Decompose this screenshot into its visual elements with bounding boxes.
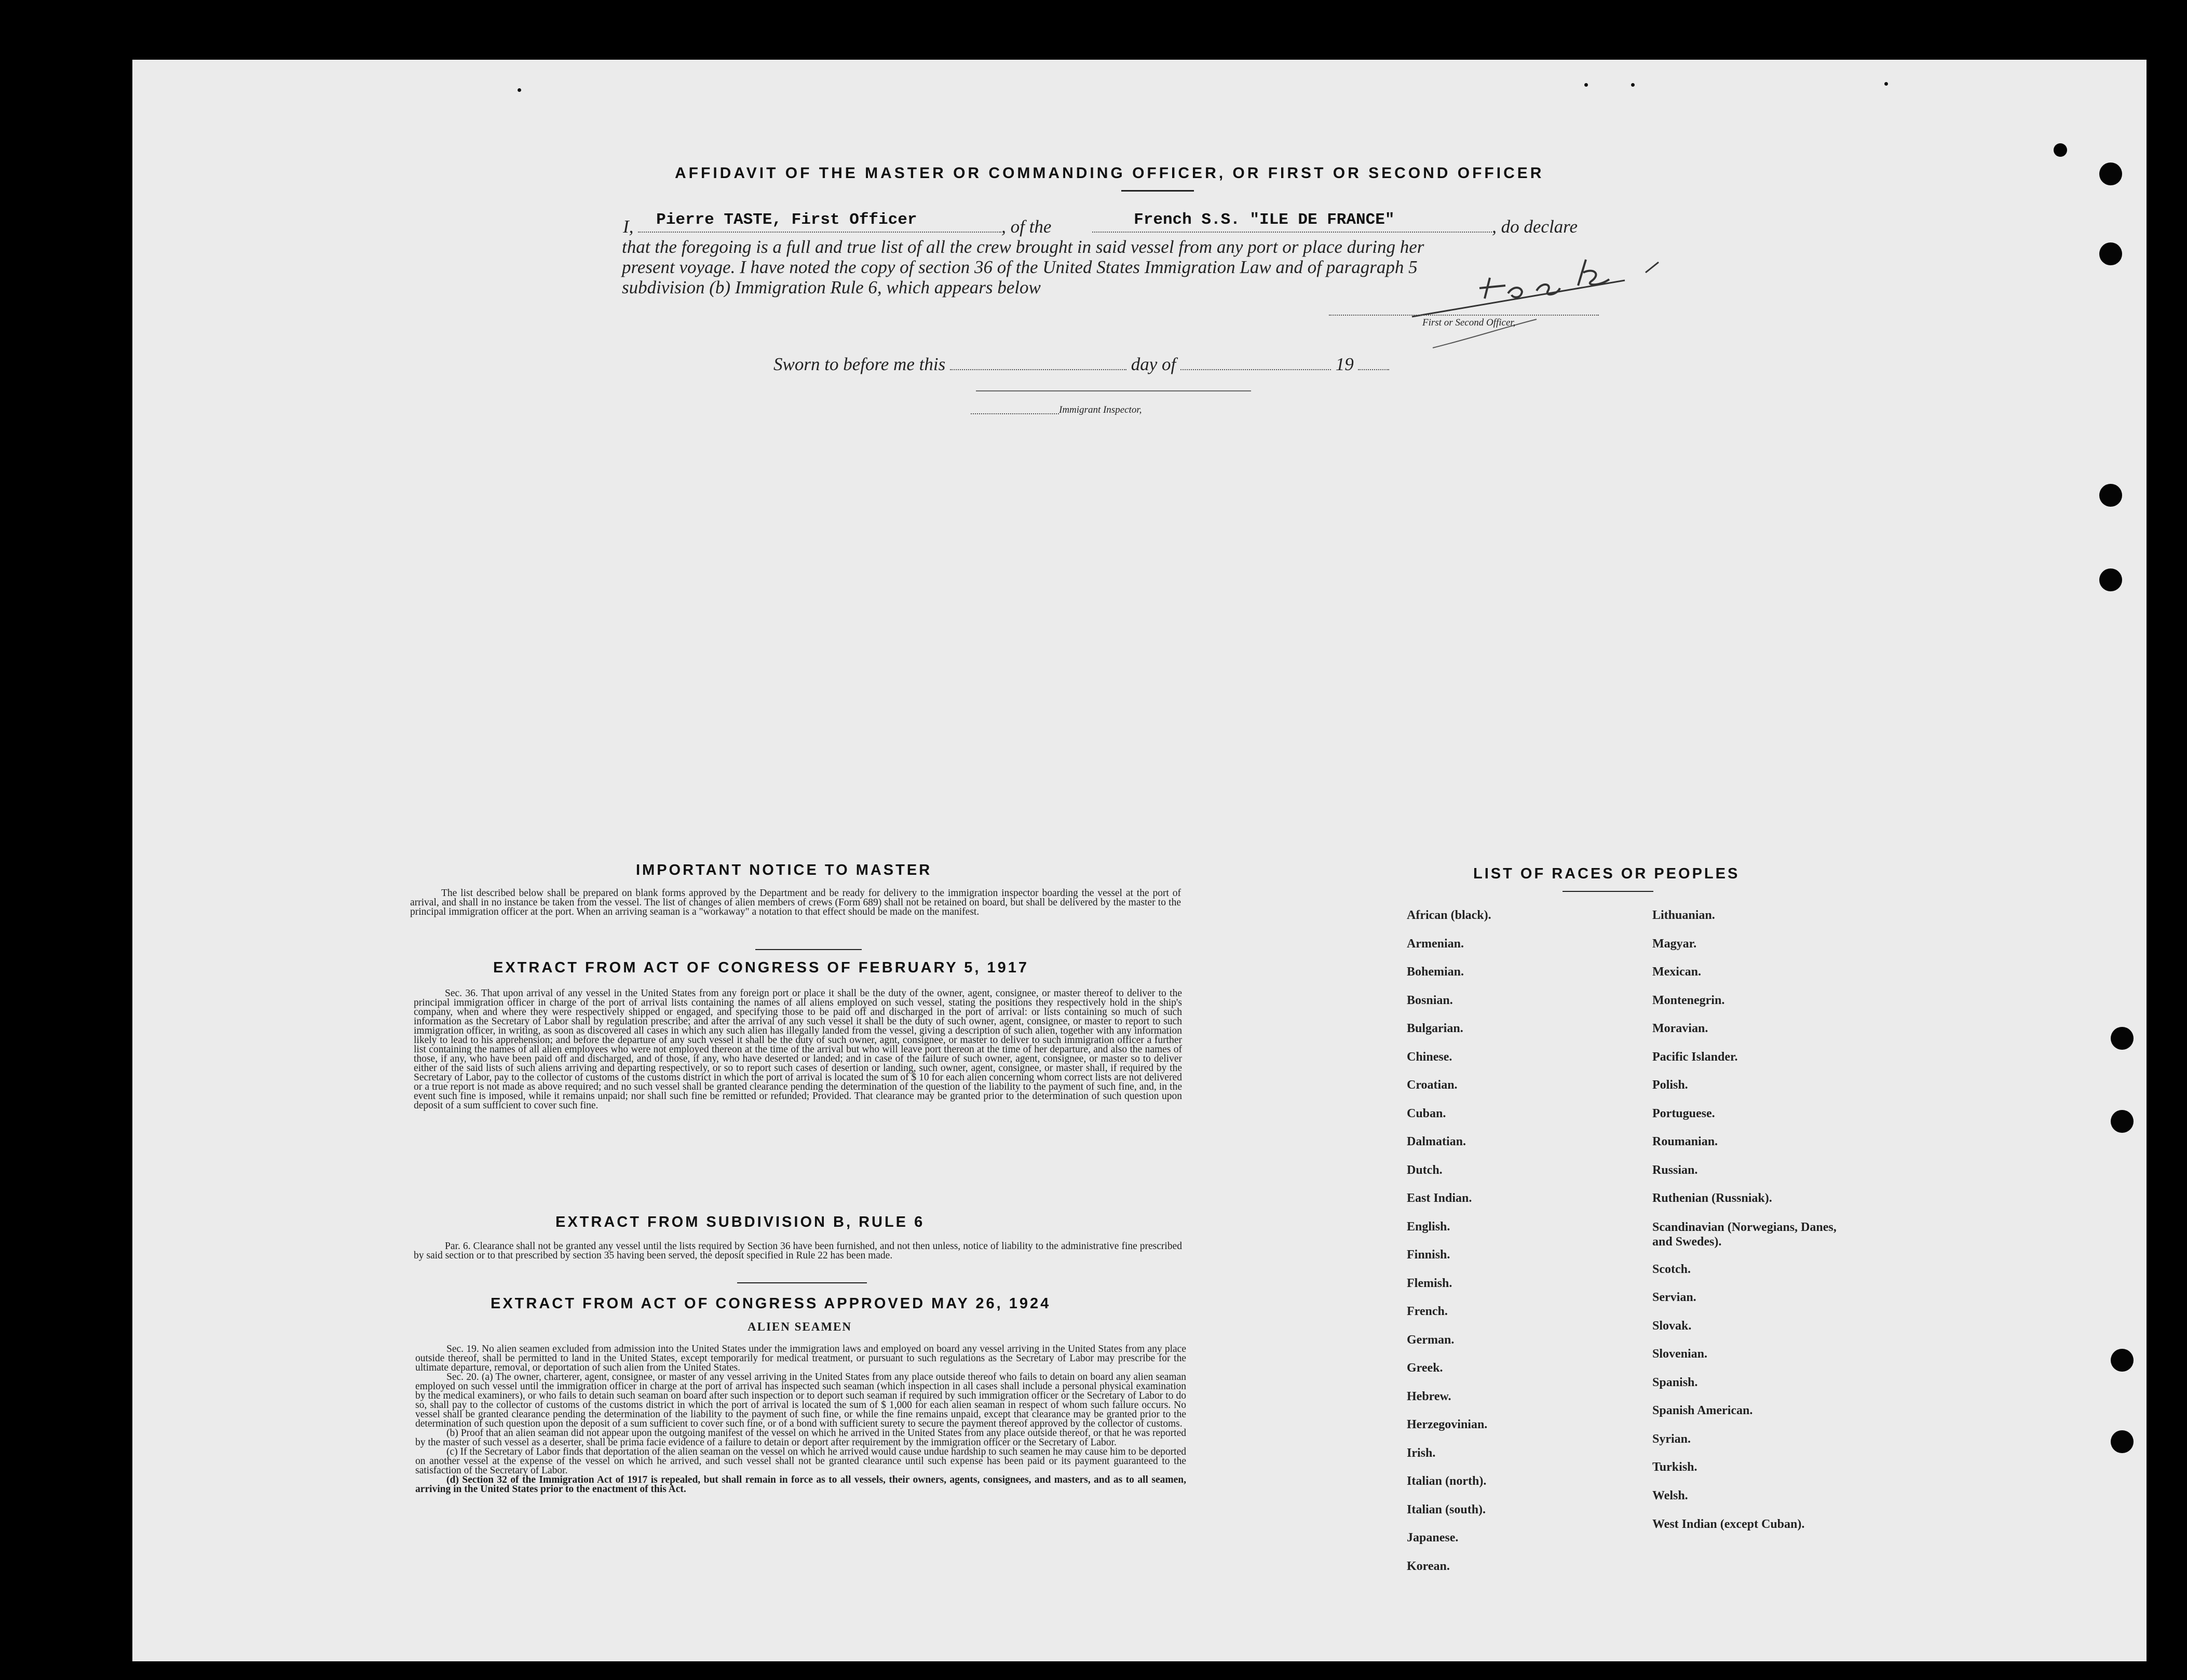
race-item: Scandinavian (Norwegians, Danes, and Swedes). xyxy=(1652,1220,1837,1249)
extract-1924-title: EXTRACT FROM ACT OF CONGRESS APPROVED MAY 26, 1924 xyxy=(491,1295,1051,1312)
do-declare-text: , do declare xyxy=(1492,216,1578,237)
punch-hole xyxy=(2054,143,2067,157)
race-item: Moravian. xyxy=(1652,1022,1708,1035)
punch-hole xyxy=(2111,1027,2134,1050)
race-item: Spanish. xyxy=(1652,1375,1698,1389)
declaration-line-2: that the foregoing is a full and true list of all the crew brought in said vessel from any port or place during her xyxy=(622,237,1424,257)
race-item: Croatian. xyxy=(1407,1078,1458,1092)
race-item: Lithuanian. xyxy=(1652,909,1715,922)
punch-hole xyxy=(2099,242,2122,265)
officer-name: Pierre TASTE, First Officer xyxy=(656,211,917,229)
sec-20a-paragraph: Sec. 20. (a) The owner, charterer, agent, consignee, or master of any vessel arriving in the United States from any place outside thereof who fails to detain on board any alien seaman employed on such vessel until the immigration officer in charge at the port of arrival has inspected such seaman (which inspection in all cases shall include a personal physical examination by the medical examiners), or who fails to detain such seaman on board after such inspection or to deport such seaman if required by such immigration officer or the Secretary of Labor to do so, shall pay to the collector of customs of the customs district in which the port of arrival is located the sum of $ 1,000 for each alien seaman in respect of whom such failure occurs. No vessel shall be granted clearance pending the determination of the liability to the payment of such fine, or while the fine remains unpaid, except that clearance may be granted prior to the determination of such question upon the deposit of a sum sufficient to cover such fine, or of a bond with sufficient surety to secure the payment thereof approved by the collector of customs. xyxy=(415,1372,1186,1429)
race-item: Syrian. xyxy=(1652,1432,1691,1446)
race-item: Korean. xyxy=(1407,1559,1450,1573)
officer-signature xyxy=(1402,249,1692,353)
race-item: Servian. xyxy=(1652,1291,1696,1304)
race-item: Polish. xyxy=(1652,1078,1688,1092)
race-item: East Indian. xyxy=(1407,1191,1472,1205)
date-underline xyxy=(976,390,1251,391)
race-item: Irish. xyxy=(1407,1446,1436,1460)
race-item: West Indian (except Cuban). xyxy=(1652,1518,1805,1531)
vessel-name: French S.S. "ILE DE FRANCE" xyxy=(1134,211,1395,229)
punch-hole xyxy=(2111,1349,2134,1372)
section-36-paragraph: Sec. 36. That upon arrival of any vessel in the United States from any foreign port or place it shall be the duty of the owner, agent, consignee, or master thereof to deliver to the principal immigration officer in charge of the port of arrival lists containing the names of all aliens employed on such vessel, stating the positions they respectively hold in the ship's company, when and where they were respectively shipped or engaged, and specifying those to be paid off and discharged in the port of arrival: or lists containing so much of such information as the Secretary of Labor shall by regulation prescribe; and after the arrival of any such vessel it shall be the duty of such owner, agent, consignee, or master to report to such immigration officer, in writing, as soon as discovered all cases in which any such alien has illegally landed from the vessel, giving a description of such alien, together with any information likely to lead to his apprehension; and before the departure of any such vessel it shall be the duty of such owner, agnt, consignee, or master to deliver to such immigration officer a further list containing the names of all alien employees who were not employed thereon at the time of the arrival but who will leave port thereon at the time of her departure, and also the names of those, if any, who have been paid off and discharged, and of those, if any, who have deserted or landed; and in case of the failure of such owner, agent, consignee, or master so to deliver either of the said lists of such aliens arriving and departing respectively, or so to report such cases of desertion or landing, such owner, agent, consignee, or master shall, if required by the Secretary of Labor, pay to the collector of customs of the customs district in which the port of arrival is located the sum of $ 10 for each alien concerning whom correct lists are not delivered or a true report is not made as above required; and no such vessel shall be granted clearance pending the determination of the question of the liability to the payment of such fine, and, in the event such fine is imposed, while it remains unpaid; nor shall such fine be remitted or refunded; Provided. That clearance may be granted prior to the determination of such question upon deposit of a sum sufficient to cover such fine. xyxy=(414,988,1182,1111)
race-item: Bosnian. xyxy=(1407,993,1453,1007)
race-item: German. xyxy=(1407,1333,1455,1347)
declaration-line-1 xyxy=(623,211,1578,237)
inspector-signature-line xyxy=(971,413,1059,414)
race-item: Hebrew. xyxy=(1407,1389,1451,1403)
race-item: Flemish. xyxy=(1407,1276,1452,1290)
race-item: Russian. xyxy=(1652,1163,1698,1177)
race-item: Slovenian. xyxy=(1652,1347,1708,1361)
declaration-line-3: present voyage. I have noted the copy of section 36 of the United States Immigration Law and of paragraph 5 xyxy=(622,257,1418,277)
extract-1924-text xyxy=(415,1345,1186,1494)
extract-1917-text xyxy=(414,989,1182,1110)
speck xyxy=(1631,83,1635,87)
notice-title: IMPORTANT NOTICE TO MASTER xyxy=(636,862,932,878)
race-item: Greek. xyxy=(1407,1361,1443,1375)
punch-hole xyxy=(2099,568,2122,591)
year-prefix: 19 xyxy=(1335,354,1354,374)
race-item: Bulgarian. xyxy=(1407,1022,1463,1035)
race-item: Spanish American. xyxy=(1652,1404,1753,1417)
race-item: Japanese. xyxy=(1407,1531,1459,1544)
signature-caption: First or Second Officer, xyxy=(1422,317,1516,328)
of-the-text: , of the xyxy=(1001,216,1052,237)
punch-hole xyxy=(2111,1430,2134,1453)
race-item: Montenegrin. xyxy=(1652,993,1725,1007)
day-of-text: day of xyxy=(1131,354,1176,374)
race-item: Pacific Islander. xyxy=(1652,1050,1738,1064)
punch-hole xyxy=(2099,484,2122,507)
extract-1917-title: EXTRACT FROM ACT OF CONGRESS OF FEBRUARY 5, 1917 xyxy=(493,959,1029,976)
race-item: African (black). xyxy=(1407,909,1491,922)
speck xyxy=(1884,82,1888,86)
punch-hole xyxy=(2111,1110,2134,1133)
races-rule xyxy=(1563,891,1653,892)
race-item: Cuban. xyxy=(1407,1106,1446,1120)
title-rule xyxy=(1121,190,1194,192)
rule6-text xyxy=(414,1242,1182,1261)
sec-19-paragraph: Sec. 19. No alien seamen excluded from admission into the United States under the immigration laws and employed on board any vessel arriving in the United States from any place outside thereof, shall be permitted to land in the United States, except temporarily for medical treatment, or pursuant to such regulations as the Secretary of Labor may prescribe for the ultimate departure, removal, or deportation of such alien from the United States. xyxy=(415,1344,1186,1373)
races-column-1 xyxy=(1407,909,1635,1588)
race-item: Dalmatian. xyxy=(1407,1135,1466,1148)
race-item: Italian (north). xyxy=(1407,1474,1487,1488)
race-item: Mexican. xyxy=(1652,965,1701,979)
notice-paragraph: The list described below shall be prepared on blank forms approved by the Department and be ready for delivery to the immigration inspector boarding the vessel at the port of arrival, and shall in no instance be taken from the vessel. The list of changes of alien members of crews (Form 689) shall not be retained on board, but shall be delivered by the master to the principal immigration officer at the port. When an arriving seaman is a "workaway" a notation to that effect should be made on the manifest. xyxy=(410,888,1181,917)
sworn-line xyxy=(773,354,1389,375)
section-rule xyxy=(737,1282,867,1283)
rule6-title: EXTRACT FROM SUBDIVISION B, RULE 6 xyxy=(555,1214,925,1230)
races-title: LIST OF RACES OR PEOPLES xyxy=(1473,865,1740,882)
races-column-2 xyxy=(1652,909,1850,1548)
sworn-prefix: Sworn to before me this xyxy=(773,354,946,374)
race-item: French. xyxy=(1407,1305,1448,1318)
sec-20c-paragraph: (c) If the Secretary of Labor finds that deportation of the alien seaman on the vessel on which he arrived would cause undue hardship to such seamen he may cause him to be deported on another vessel at the expense of the vessel on which he arrived, and such vessel shall not be granted clearance until such expense has been paid or its payment guaranteed to the satisfaction of the Secretary of Labor. xyxy=(415,1446,1186,1476)
sec-20d-paragraph: (d) Section 32 of the Immigration Act of 1917 is repealed, but shall remain in force as to all vessels, their owners, agents, consignees, and masters, and as to all seamen, arriving in the United States prior to the enactment of this Act. xyxy=(415,1474,1186,1495)
sec-20b-paragraph: (b) Proof that an alien seaman did not appear upon the outgoing manifest of the vessel on which he arrived in the United States from any place outside thereof, or that he was reported by the master of such vessel as a deserter, shall be prima facie evidence of a failure to detain or deport after requirement by the immigration officer or the Secretary of Labor. xyxy=(415,1428,1186,1448)
affidavit-title: AFFIDAVIT OF THE MASTER OR COMMANDING OFFICER, OR FIRST OR SECOND OFFICER xyxy=(675,165,1544,182)
race-item: Ruthenian (Russniak). xyxy=(1652,1191,1772,1205)
race-item: Roumanian. xyxy=(1652,1135,1718,1148)
race-item: Italian (south). xyxy=(1407,1502,1486,1516)
race-item: Scotch. xyxy=(1652,1262,1691,1276)
pronoun: I, xyxy=(623,216,634,237)
alien-seamen-subtitle: ALIEN SEAMEN xyxy=(748,1320,852,1333)
inspector-caption: Immigrant Inspector, xyxy=(1059,404,1142,415)
signature-line xyxy=(1329,315,1599,316)
race-item: Armenian. xyxy=(1407,937,1464,951)
race-item: Magyar. xyxy=(1652,937,1697,951)
race-item: Slovak. xyxy=(1652,1319,1692,1333)
race-item: Dutch. xyxy=(1407,1163,1443,1177)
section-rule xyxy=(755,949,862,950)
race-item: Finnish. xyxy=(1407,1248,1450,1262)
race-item: English. xyxy=(1407,1220,1450,1234)
race-item: Portuguese. xyxy=(1652,1106,1715,1120)
race-item: Chinese. xyxy=(1407,1050,1452,1064)
notice-text xyxy=(410,889,1181,917)
race-item: Herzegovinian. xyxy=(1407,1418,1488,1431)
declaration-line-4: subdivision (b) Immigration Rule 6, which appears below xyxy=(622,277,1041,297)
race-item: Turkish. xyxy=(1652,1460,1697,1474)
race-item: Bohemian. xyxy=(1407,965,1464,979)
par-6-paragraph: Par. 6. Clearance shall not be granted any vessel until the lists required by Section 36 have been furnished, and not then unless, notice of liability to the administrative fine prescribed by said section or to that prescribed by section 35 having been served, the deposit specified in Rule 22 has been made. xyxy=(414,1241,1182,1261)
race-item: Welsh. xyxy=(1652,1488,1688,1502)
speck xyxy=(1584,83,1588,87)
punch-hole xyxy=(2099,162,2122,185)
speck xyxy=(518,88,521,92)
